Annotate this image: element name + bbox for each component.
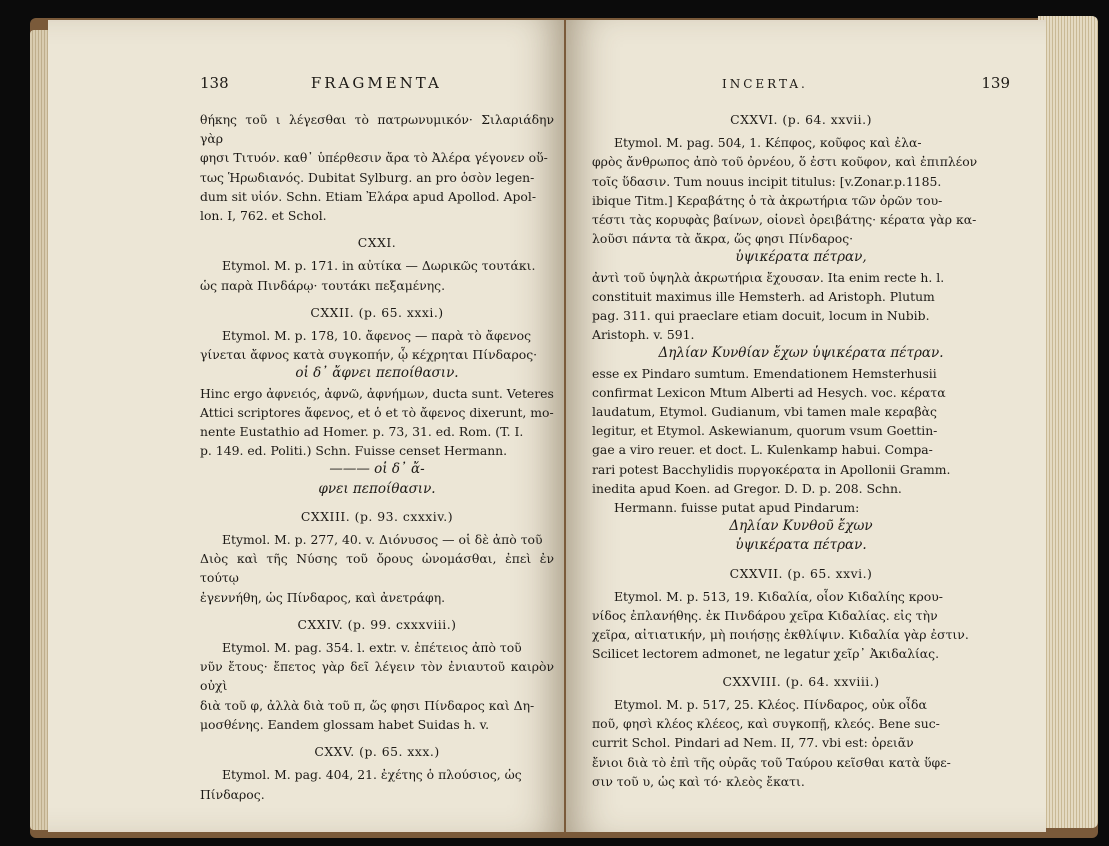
section-heading: CXXI.	[357, 235, 397, 251]
running-title-right: INCERTA.	[722, 77, 808, 91]
text-line: Etymol. M. p. 171. in αὐτίκα — Δωρικῶς τουτάκι.	[222, 258, 536, 274]
text-line: θήκης τοῦ ι λέγεσθαι τὸ πατρωνυμικόν· Σιλαριάδην γὰρ	[200, 112, 554, 147]
running-title-left: FRAGMENTA	[310, 74, 442, 92]
left-page	[48, 20, 564, 832]
text-line: ἐγεννήθη, ὡς Πίνδαρος, καὶ ἀνετράφη.	[200, 589, 446, 605]
text-line: χεῖρα, αἰτιατικήν, μὴ ποιήσῃς ἐκθλίψιν. Κιδαλία γὰρ ἐστιν.	[592, 627, 969, 643]
text-line: ποῦ, φησὶ κλέος κλέεος, καὶ συγκοπῇ, κλεός. Bene suc-	[592, 716, 940, 732]
left-text-column	[200, 74, 554, 804]
text-line: Etymol. M. pag. 354. l. extr. v. ἐπέτειος ἀπὸ τοῦ	[222, 640, 522, 656]
text-line: Etymol. M. p. 277, 40. v. Διόνυσος — οἱ δὲ ἀπὸ τοῦ	[222, 532, 543, 548]
text-line: ὡς παρὰ Πινδάρῳ· τουτάκι πεξαμένης.	[200, 277, 446, 293]
text-line: Πίνδαρος.	[200, 786, 265, 802]
text-line: φησι Τιτυόν. καθ᾽ ὑπέρθεσιν ἄρα τὸ Ἀλέρα γέγονεν οὕ-	[200, 150, 548, 166]
text-line: Etymol. M. pag. 504, 1. Κέπφος, κοῦφος καὶ ἐλα-	[614, 135, 922, 151]
text-line: Etymol. M. p. 513, 19. Κιδαλία, οἷον Κιδαλίης κρου-	[614, 588, 943, 604]
text-line: pag. 311. qui praeclare etiam docuit, locum in Nubib.	[592, 308, 930, 324]
text-line: rari potest Bacchylidis πυργοκέρατα in Apollonii Gramm.	[592, 461, 951, 477]
text-line: τέστι τὰς κορυφὰς βαίνων, οἱονεὶ ὀρειβάτης· κέρατα γὰρ κα-	[592, 212, 977, 228]
text-line: confirmat Lexicon Mtum Alberti ad Hesych. voc. κέρατα	[592, 384, 946, 400]
text-line: τως Ἡρωδιανός. Dubitat Sylburg. an pro ὁσὸν legen-	[200, 169, 535, 185]
text-line: Hermann. fuisse putat apud Pindarum:	[614, 500, 860, 516]
text-line: currit Schol. Pindari ad Nem. II, 77. vbi est: ὀρειᾶν	[592, 735, 914, 751]
text-line: inedita apud Koen. ad Gregor. D. D. p. 208. Schn.	[592, 480, 902, 496]
verse-quote: φνει πεποίθασιν.	[318, 480, 436, 497]
text-line: Hinc ergo ἀφνειός, ἀφνῶ, ἀφνήμων, ducta sunt. Veteres	[200, 385, 554, 401]
text-line: Aristoph. v. 591.	[592, 327, 695, 343]
page-number-right: 139	[981, 74, 1010, 92]
text-line: lon. I, 762. et Schol.	[200, 208, 327, 224]
text-line: Etymol. M. pag. 404, 21. ἐχέτης ὁ πλούσιος, ὡς	[222, 767, 522, 783]
text-line: Scilicet lectorem admonet, ne legatur χεῖρ᾽ Ἀκιδαλίας.	[592, 646, 940, 662]
text-line: laudatum, Etymol. Gudianum, vbi tamen male κεραβὰς	[592, 404, 937, 420]
page-number-left: 138	[200, 74, 229, 92]
text-line: σιν τοῦ υ, ὡς καὶ τό· κλεὸς ἔκατι.	[592, 773, 805, 789]
text-line: nente Eustathio ad Homer. p. 73, 31. ed. Rom. (T. I.	[200, 424, 524, 440]
text-line: ἀντὶ τοῦ ὑψηλὰ ἀκρωτήρια ἔχουσαν. Ita enim recte h. l.	[592, 269, 945, 285]
text-line: Attici scriptores ἄφενος, et ὁ et τὸ ἄφενος dixerunt, mo-	[200, 404, 554, 420]
text-line: τοῖς ὕδασιν. Tum nouus incipit titulus: [v.Zonar.p.1185.	[592, 173, 942, 189]
verse-quote: Δηλίαν Κυνθίαν ἔχων ὑψικέρατα πέτραν.	[658, 345, 944, 362]
text-line: ibique Titm.] Κεραβάτης ὁ τὰ ἀκρωτήρια τῶν ὀρῶν του-	[592, 192, 943, 208]
verse-quote: Δηλίαν Κυνθοῦ ἔχων	[729, 518, 873, 535]
verse-quote: ὑψικέρατα πέτραν,	[735, 249, 867, 266]
section-heading: CXXIII. (p. 93. cxxxiv.)	[300, 508, 454, 524]
section-heading: CXXVII. (p. 65. xxvi.)	[729, 565, 873, 581]
section-heading: CXXII. (p. 65. xxxi.)	[310, 304, 444, 320]
verse-quote: οἱ δ᾽ ἄφνει πεποίθασιν.	[295, 365, 459, 382]
right-running-head	[592, 74, 1010, 104]
right-page	[566, 20, 1046, 832]
text-line: διὰ τοῦ φ, ἀλλὰ διὰ τοῦ π, ὥς φησι Πίνδαρος καὶ Δη-	[200, 697, 535, 713]
section-heading: CXXVI. (p. 64. xxvii.)	[730, 112, 872, 127]
text-line: γίνεται ἄφνος κατὰ συγκοπήν, ᾧ κέχρηται Πίνδαρος·	[200, 347, 538, 363]
text-line: gae a viro reuer. et doct. L. Kulenkamp habui. Compa-	[592, 442, 933, 458]
text-line: p. 149. ed. Politi.) Schn. Fuisse censet Hermann.	[200, 443, 508, 459]
text-line: νῦν ἔτους· ἔπετος γὰρ δεῖ λέγειν τὸν ἐνιαυτοῦ καιρὸν οὐχὶ	[200, 659, 554, 694]
text-line: Etymol. M. p. 517, 25. Κλέος. Πίνδαρος, οὐκ οἶδα	[614, 696, 927, 712]
text-line: μοσθένης. Eandem glossam habet Suidas h. v.	[200, 716, 490, 732]
section-heading: CXXVIII. (p. 64. xxviii.)	[722, 673, 880, 689]
text-line: νίδος ἐπλανήθης. ἐκ Πινδάρου χεῖρα Κιδαλίας. εἰς τὴν	[592, 608, 938, 624]
page-edges-right	[1038, 16, 1098, 828]
text-line: ἔνιοι διὰ τὸ ἐπὶ τῆς οὐρᾶς τοῦ Ταύρου κεῖσθαι κατὰ ὕφε-	[592, 754, 951, 770]
section-heading: CXXV. (p. 65. xxx.)	[314, 744, 440, 760]
text-line: Διὸς καὶ τῆς Νύσης τοῦ ὄρους ὠνομάσθαι, ἐπεὶ ἐν τούτῳ	[200, 551, 554, 586]
left-running-head	[200, 74, 554, 104]
verse-quote: ——— οἱ δ᾽ ἄ-	[329, 461, 425, 478]
text-line: Etymol. M. p. 178, 10. ἄφενος — παρὰ τὸ ἄφενος	[222, 328, 532, 344]
text-line: φρὸς ἄνθρωπος ἀπὸ τοῦ ὀρνέου, ὅ ἐστι κοῦφον, καὶ ἐπιπλέον	[592, 154, 978, 170]
right-text-column	[592, 74, 1010, 791]
text-line: esse ex Pindaro sumtum. Emendationem Hemsterhusii	[592, 365, 937, 381]
text-line: constituit maximus ille Hemsterh. ad Aristoph. Plutum	[592, 288, 935, 304]
text-line: legitur, et Etymol. Askewianum, quorum vsum Goettin-	[592, 423, 938, 439]
text-line: dum sit υἱόν. Schn. Etiam Ἐλάρα apud Apollod. Apol-	[200, 188, 536, 204]
verse-quote: ὑψικέρατα πέτραν.	[735, 537, 867, 554]
text-line: λοῦσι πάντα τὰ ἄκρα, ὥς φησι Πίνδαρος·	[592, 231, 854, 247]
section-heading: CXXIV. (p. 99. cxxxviii.)	[297, 616, 457, 632]
